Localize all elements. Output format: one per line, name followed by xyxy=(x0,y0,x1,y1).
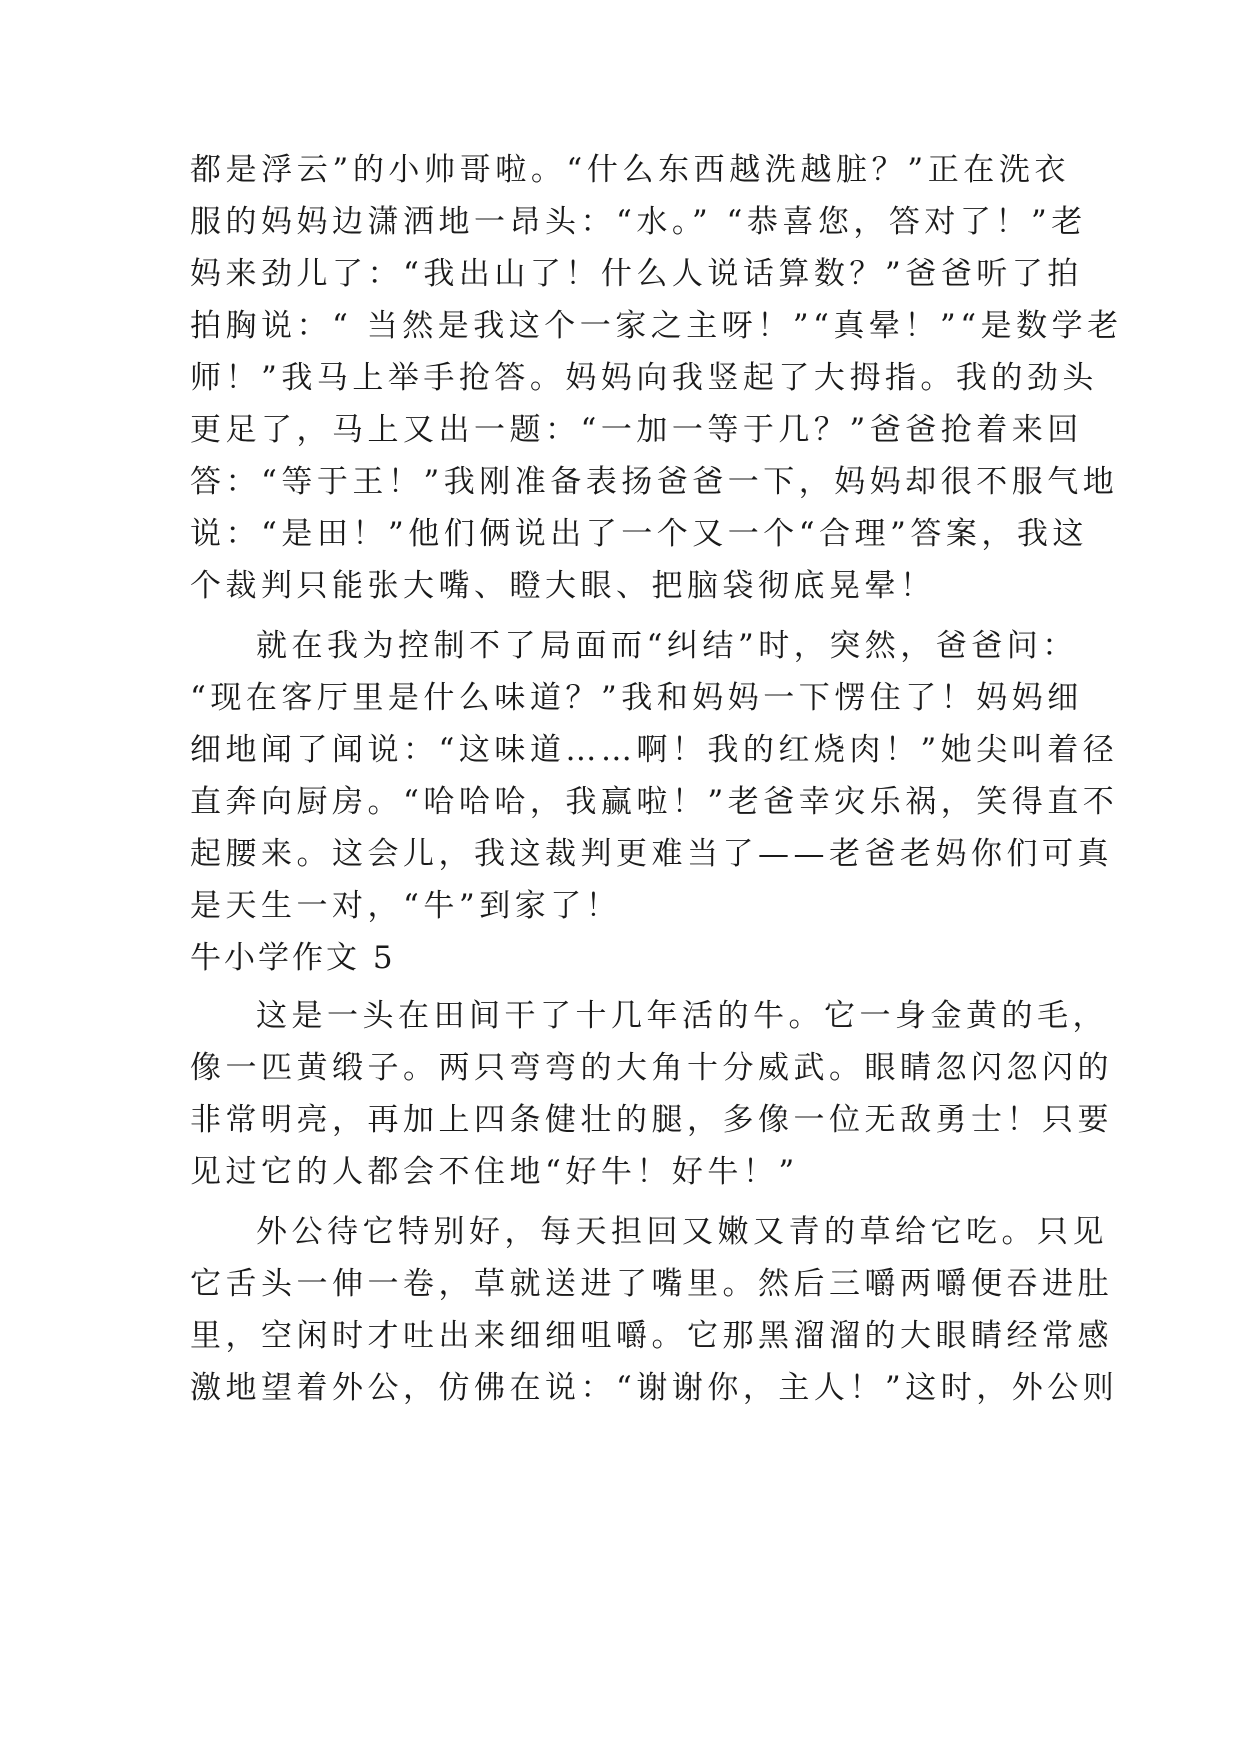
text-line: 非常明亮，再加上四条健壮的腿，多像一位无敌勇士！只要 xyxy=(190,1102,1113,1138)
text-line: 起腰来。这会儿，我这裁判更难当了——老爸老妈你们可真 xyxy=(190,836,1113,872)
text-line: 更足了，马上又出一题：“一加一等于几？”爸爸抢着来回 xyxy=(190,412,1083,448)
text-line: 个裁判只能张大嘴、瞪大眼、把脑袋彻底晃晕！ xyxy=(190,568,936,604)
text-line: 拍胸说：“ 当然是我这个一家之主呀！”“真晕！”“是数学老 xyxy=(190,308,1123,344)
text-line: 激地望着外公，仿佛在说：“谢谢你，主人！”这时，外公则 xyxy=(190,1370,1119,1406)
text-line: 师！”我马上举手抢答。妈妈向我竖起了大拇指。我的劲头 xyxy=(190,360,1098,396)
paragraph-first-line: 这是一头在田间干了十几年活的牛。它一身金黄的毛， xyxy=(256,998,1108,1034)
section-heading: 牛小学作文 5 xyxy=(190,940,396,976)
text-line: 像一匹黄缎子。两只弯弯的大角十分威武。眼睛忽闪忽闪的 xyxy=(190,1050,1113,1086)
text-line: 见过它的人都会不住地“好牛！好牛！” xyxy=(190,1154,799,1190)
text-line: 直奔向厨房。“哈哈哈，我赢啦！”老爸幸灾乐祸，笑得直不 xyxy=(190,784,1119,820)
text-line: 里，空闲时才吐出来细细咀嚼。它那黑溜溜的大眼睛经常感 xyxy=(190,1318,1113,1354)
text-line: 它舌头一伸一卷，草就送进了嘴里。然后三嚼两嚼便吞进肚 xyxy=(190,1266,1113,1302)
text-line: “现在客厅里是什么味道？”我和妈妈一下愣住了！妈妈细 xyxy=(190,680,1083,716)
paragraph-first-line: 就在我为控制不了局面而“纠结”时，突然，爸爸问： xyxy=(256,628,1078,664)
text-line: 答：“等于王！”我刚准备表扬爸爸一下，妈妈却很不服气地 xyxy=(190,464,1119,500)
text-line: 是天生一对，“牛”到家了！ xyxy=(190,888,622,924)
text-line: 说：“是田！”他们俩说出了一个又一个“合理”答案，我这 xyxy=(190,516,1088,552)
paragraph-first-line: 外公待它特别好，每天担回又嫩又青的草给它吃。只见 xyxy=(256,1214,1108,1250)
text-line: 细地闻了闻说：“这味道……啊！我的红烧肉！”她尖叫着径 xyxy=(190,732,1119,768)
text-line: 妈来劲儿了：“我出山了！什么人说话算数？”爸爸听了拍 xyxy=(190,256,1083,292)
text-line: 都是浮云”的小帅哥啦。“什么东西越洗越脏？”正在洗衣 xyxy=(190,152,1070,188)
text-line: 服的妈妈边潇洒地一昂头：“水。” “恭喜您，答对了！”老 xyxy=(190,204,1087,240)
